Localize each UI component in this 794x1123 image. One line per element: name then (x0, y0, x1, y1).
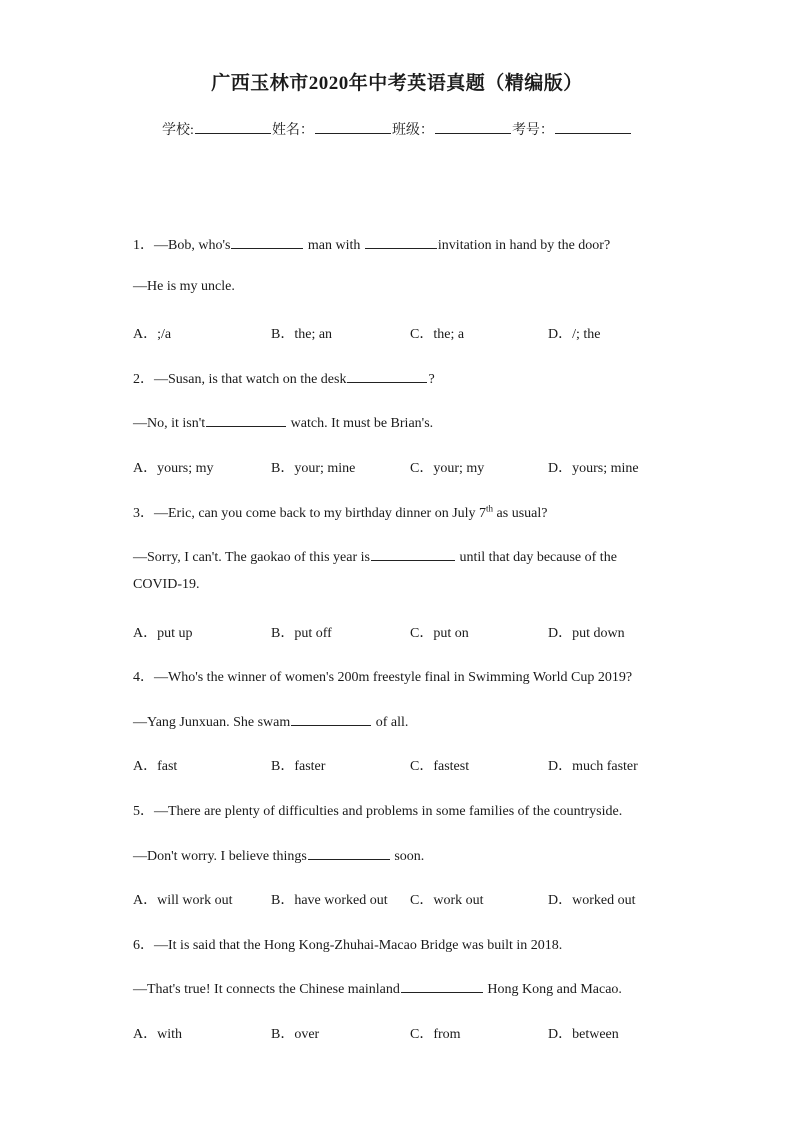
option-c[interactable]: C．your; my (410, 461, 485, 476)
student-info (0, 119, 794, 139)
number-label: 考号： (511, 123, 554, 138)
answer-blank[interactable] (365, 234, 437, 249)
question-text: —Who's the winner of women's 200m freestyle final in Swimming World Cup 2019? (154, 670, 633, 685)
question-text: —Bob, who's (154, 238, 231, 253)
options-row-3 (133, 622, 693, 642)
answer-blank[interactable] (206, 412, 286, 427)
class-label: 班级： (391, 123, 434, 138)
answer-text: of all. (372, 715, 409, 730)
question-1 (133, 234, 610, 254)
option-b[interactable]: B．have worked out (271, 893, 388, 908)
answer-line (133, 546, 617, 566)
name-label: 姓名： (271, 123, 314, 138)
question-3 (133, 502, 547, 522)
question-text: —Susan, is that watch on the desk (154, 372, 347, 387)
option-d[interactable]: D．worked out (548, 893, 636, 908)
option-d[interactable]: D．yours; mine (548, 461, 639, 476)
question-text: as usual? (493, 506, 548, 521)
options-row-4 (133, 755, 693, 775)
option-d[interactable]: D．put down (548, 626, 625, 641)
option-a[interactable]: A．fast (133, 759, 178, 774)
number-blank[interactable] (555, 119, 631, 134)
question-4 (133, 666, 632, 686)
answer-text: until that day because of the (455, 550, 617, 565)
answer-text: —Sorry, I can't. The gaokao of this year is (133, 550, 370, 565)
question-5 (133, 800, 622, 820)
superscript: th (486, 503, 494, 514)
option-c[interactable]: C．from (410, 1027, 461, 1042)
answer-line-cont: COVID-19. (133, 577, 200, 592)
options-row-2 (133, 457, 693, 477)
option-a[interactable]: A．will work out (133, 893, 233, 908)
option-d[interactable]: D．/; the (548, 327, 601, 342)
option-a[interactable]: A．put up (133, 626, 193, 641)
option-a[interactable]: A．yours; my (133, 461, 214, 476)
options-row-5 (133, 889, 693, 909)
answer-blank[interactable] (401, 978, 483, 993)
question-text: —There are plenty of difficulties and problems in some families of the countryside. (154, 804, 623, 819)
class-blank[interactable] (435, 119, 511, 134)
answer-text: soon. (390, 849, 425, 864)
question-text: —It is said that the Hong Kong-Zhuhai-Macao Bridge was built in 2018. (154, 938, 563, 953)
question-number: 6． (133, 938, 154, 953)
option-c[interactable]: C．work out (410, 893, 484, 908)
answer-line (133, 412, 433, 432)
answer-text: —Don't worry. I believe things (133, 849, 307, 864)
question-6 (133, 934, 562, 954)
answer-text: Hong Kong and Macao. (483, 982, 622, 997)
answer-blank[interactable] (291, 711, 371, 726)
option-c[interactable]: C．put on (410, 626, 469, 641)
question-text: invitation in hand by the door? (437, 238, 611, 253)
option-b[interactable]: B．over (271, 1027, 320, 1042)
options-row-6 (133, 1023, 693, 1043)
option-b[interactable]: B．faster (271, 759, 326, 774)
question-number: 2． (133, 372, 154, 387)
question-text: —Eric, can you come back to my birthday dinner on July 7 (154, 506, 487, 521)
option-a[interactable]: A．with (133, 1027, 182, 1042)
options-row-1 (133, 323, 693, 343)
option-c[interactable]: C．fastest (410, 759, 470, 774)
question-text: man with (304, 238, 364, 253)
answer-line (133, 845, 424, 865)
question-number: 4． (133, 670, 154, 685)
question-text: ? (428, 372, 435, 387)
option-b[interactable]: B．put off (271, 626, 332, 641)
question-number: 5． (133, 804, 154, 819)
name-blank[interactable] (315, 119, 391, 134)
school-blank[interactable] (195, 119, 271, 134)
answer-line: —He is my uncle. (133, 279, 235, 294)
option-c[interactable]: C．the; a (410, 327, 465, 342)
question-number: 1． (133, 238, 154, 253)
answer-blank[interactable] (308, 845, 390, 860)
answer-text: —Yang Junxuan. She swam (133, 715, 291, 730)
question-number: 3． (133, 506, 154, 521)
option-a[interactable]: A．;/a (133, 327, 172, 342)
answer-blank[interactable] (347, 368, 427, 383)
answer-blank[interactable] (371, 546, 455, 561)
option-b[interactable]: B．the; an (271, 327, 333, 342)
question-2 (133, 368, 435, 388)
option-b[interactable]: B．your; mine (271, 461, 356, 476)
answer-text: —That's true! It connects the Chinese mainland (133, 982, 400, 997)
answer-text: —No, it isn't (133, 416, 206, 431)
school-label: 学校: (162, 123, 194, 138)
option-d[interactable]: D．between (548, 1027, 619, 1042)
answer-text: watch. It must be Brian's. (287, 416, 434, 431)
answer-line (133, 711, 408, 731)
page-title: 广西玉林市2020年中考英语真题（精编版） (211, 73, 583, 94)
answer-blank[interactable] (231, 234, 303, 249)
answer-line (133, 978, 622, 998)
option-d[interactable]: D．much faster (548, 759, 638, 774)
